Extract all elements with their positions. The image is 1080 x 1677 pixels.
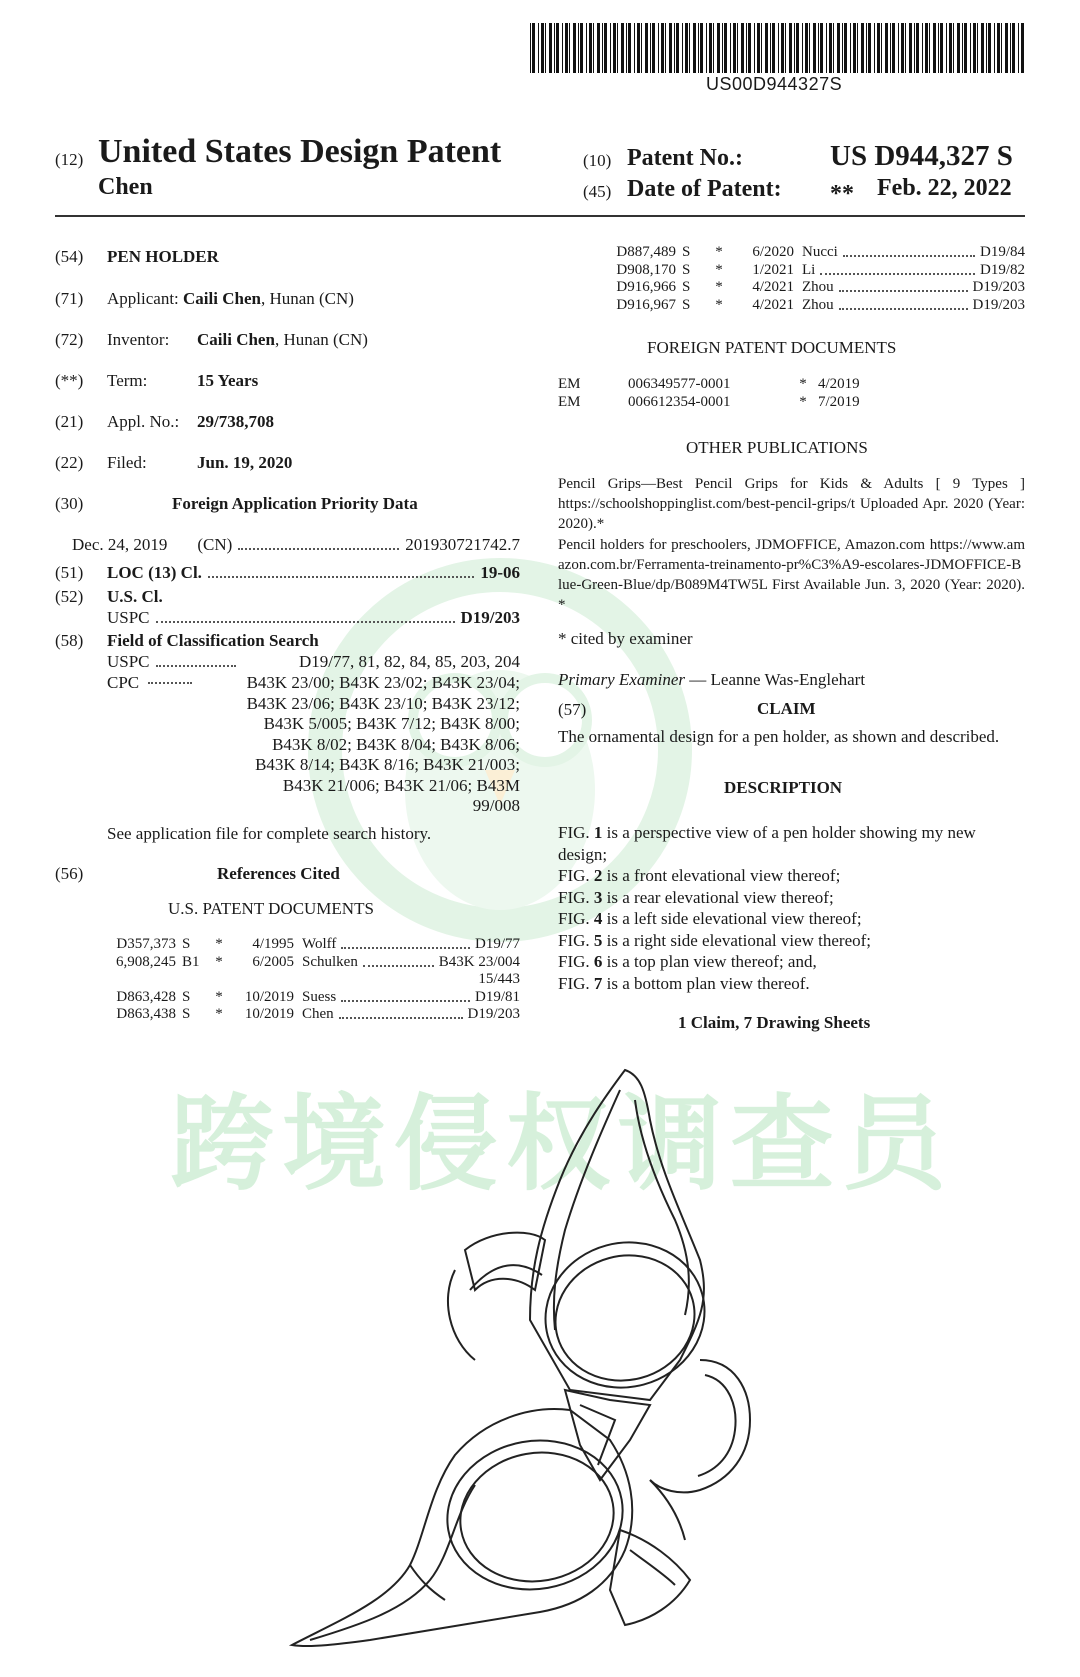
foreign-reference-star: *: [799, 393, 807, 410]
filed-label: Filed:: [107, 453, 147, 472]
other-publications-heading: OTHER PUBLICATIONS: [686, 438, 868, 457]
figure-description-pre: FIG.: [558, 973, 594, 993]
field-num-52: (52): [55, 587, 84, 606]
foreign-reference-no: 006612354-0001: [628, 393, 731, 410]
reference-date: 10/2019: [244, 1006, 294, 1022]
reference-cls: D19/203: [972, 279, 1025, 295]
reference-name: Wolff: [302, 936, 337, 952]
pen-holder-drawing: [280, 1060, 890, 1660]
foreign-reference-star: *: [799, 376, 807, 392]
figure-description-n: 6: [593, 952, 603, 971]
reference-kind: S: [182, 1006, 191, 1022]
figure-description-post: is a rear elevational view thereof;: [602, 887, 834, 907]
reference-date: 4/1995: [252, 936, 294, 952]
priority-heading: Foreign Application Priority Data: [172, 494, 418, 513]
cpc-line: B43K 8/14; B43K 8/16; B43K 21/003;: [255, 755, 520, 774]
reference-date: 4/2021: [752, 279, 794, 295]
foreign-reference-date: 7/2019: [818, 393, 860, 410]
inventor-field: [197, 330, 368, 350]
reference-star: *: [715, 296, 723, 313]
foreign-reference-date: 4/2019: [818, 376, 860, 392]
cpc-line: B43K 5/005; B43K 7/12; B43K 8/00;: [263, 714, 520, 733]
cited-by-examiner: * cited by examiner: [558, 629, 693, 648]
field-num-57: (57): [558, 700, 587, 719]
applicant-location: , Hunan (CN): [260, 289, 354, 308]
foreign-reference-cc: EM: [558, 393, 581, 410]
us-cl-uspc: USPC: [107, 608, 150, 627]
foreign-reference-no: 006349577-0001: [628, 376, 731, 392]
foreign-docs-heading: FOREIGN PATENT DOCUMENTS: [647, 338, 897, 357]
examiner-name: — Leanne Was-Englehart: [689, 670, 866, 689]
search-uspc-value: D19/77, 81, 82, 84, 85, 203, 204: [299, 652, 520, 671]
foreign-reference-cc: EM: [558, 376, 581, 392]
reference-cls: D19/82: [980, 261, 1025, 278]
filed-value: Jun. 19, 2020: [197, 453, 293, 472]
figure-description-n: 1: [593, 823, 603, 842]
search-uspc-row: [107, 652, 520, 672]
figure-description-n: 4: [593, 909, 603, 928]
reference-cls: D19/81: [475, 988, 520, 1005]
search-uspc-label: USPC: [107, 652, 150, 671]
term-label: Term:: [107, 371, 148, 390]
reference-row: [590, 262, 1025, 279]
header-rule: [55, 215, 1025, 217]
priority-date: Dec. 24, 2019: [72, 535, 168, 554]
field-num-72: (72): [55, 330, 84, 349]
field-num-54: (54): [55, 247, 84, 266]
cpc-classes: [190, 673, 520, 817]
figure-description-post: is a front elevational view thereof;: [602, 866, 841, 885]
appl-no-value: 29/738,708: [197, 412, 274, 431]
reference-cls: D19/77: [475, 936, 520, 952]
reference-date: 6/2005: [252, 953, 294, 970]
field-num-58: (58): [55, 631, 84, 650]
reference-name: Nucci: [802, 244, 838, 260]
reference-name: Suess: [302, 988, 337, 1005]
field-num-30: (30): [55, 494, 84, 513]
cpc-leader: [148, 682, 192, 684]
figure-description-pre: FIG.: [558, 909, 594, 928]
applicant-label: Applicant:: [107, 289, 179, 308]
examiner-line: [558, 670, 865, 690]
publication-2: Pencil holders for preschoolers, JDMOFFICE, Amazon.com https://www.amazon.com.br/Ferramenta-treinamento-pr%C3%A9-escolares-JDMOFFICE-Blue-Green-Blue/dp/B089M4TW5L First Available Jun. 3, 2020 (Year: 2020).*: [558, 537, 1025, 613]
figure-description-post: is a top plan view thereof; and,: [602, 952, 817, 971]
field-num-71: (71): [55, 289, 84, 308]
reference-star: *: [715, 279, 723, 295]
reference-star: *: [215, 953, 223, 970]
cpc-line: B43K 23/00; B43K 23/02; B43K 23/04;: [246, 673, 520, 692]
see-application-note: See application file for complete search history.: [107, 824, 432, 843]
examiner-label: Primary Examiner: [558, 670, 686, 689]
patent-no-label: Patent No.:: [627, 145, 743, 171]
publication-1: Pencil Grips—Best Pencil Grips for Kids & Adults [ 9 Types ] https://schoolshoppinglist.com/best-pencil-grips/t Uploaded Apr. 2020 (Year: 2020).*: [558, 476, 1025, 532]
reference-row: [90, 936, 520, 953]
figure-description-pre: FIG.: [558, 823, 594, 842]
us-cl-value: D19/203: [460, 608, 520, 627]
date-of-patent-label: Date of Patent:: [627, 176, 782, 202]
foreign-reference-row: [558, 394, 898, 411]
figure-description-post: is a right side elevational view thereof;: [602, 930, 872, 950]
inventor-label: Inventor:: [107, 330, 170, 349]
figure-descriptions: [558, 822, 1028, 994]
reference-cls: 15/443: [478, 971, 520, 987]
figure-description-pre: FIG.: [558, 887, 594, 907]
reference-no: D863,428: [116, 988, 176, 1005]
figure-description-n: 7: [593, 973, 603, 993]
reference-star: *: [715, 244, 723, 260]
figure-description: [558, 822, 1028, 865]
reference-star: *: [215, 1006, 223, 1022]
reference-cls: D19/84: [980, 244, 1025, 260]
claims-summary: 1 Claim, 7 Drawing Sheets: [678, 1013, 871, 1032]
figure-description: [558, 887, 1028, 909]
reference-row: [90, 989, 520, 1006]
reference-kind: S: [682, 244, 691, 260]
reference-row: [90, 954, 520, 971]
reference-row: [590, 297, 1025, 314]
field-num-22: (22): [55, 453, 84, 472]
reference-star: *: [215, 988, 223, 1005]
loc-label: LOC (13) Cl.: [107, 563, 202, 582]
figure-description-pre: FIG.: [558, 952, 594, 971]
reference-kind: S: [182, 936, 191, 952]
reference-no: D863,438: [116, 1006, 176, 1022]
reference-kind: S: [682, 296, 691, 313]
figure-description-n: 5: [593, 930, 603, 950]
loc-row: [107, 563, 520, 583]
reference-date: 4/2021: [752, 296, 794, 313]
priority-row: [72, 535, 520, 555]
reference-date: 10/2019: [244, 988, 294, 1005]
field-num-45: (45): [583, 182, 612, 201]
reference-row: [590, 279, 1025, 296]
figure-description: [558, 865, 1028, 887]
reference-cls: B43K 23/004: [438, 953, 520, 970]
reference-kind: S: [682, 261, 691, 278]
figure-description: [558, 930, 1028, 952]
applicant-name: Caili Chen: [183, 289, 261, 308]
reference-no: D887,489: [616, 244, 676, 260]
figure-description: [558, 908, 1028, 930]
reference-no: D916,967: [616, 296, 676, 313]
reference-cls: D19/203: [972, 296, 1025, 313]
watermark-text: 跨境侵权调查员: [170, 1083, 955, 1205]
reference-name: Schulken: [302, 953, 358, 970]
figure-description-n: 2: [593, 866, 603, 885]
us-patent-docs-heading: U.S. PATENT DOCUMENTS: [168, 899, 374, 918]
reference-kind: B1: [182, 953, 200, 970]
cpc-line: 99/008: [472, 796, 520, 815]
reference-name: Li: [802, 261, 816, 278]
reference-kind: S: [182, 988, 191, 1005]
us-cl-row: [107, 608, 520, 628]
field-num-56: (56): [55, 864, 84, 883]
foreign-reference-row: [558, 376, 898, 393]
cpc-label: CPC: [107, 673, 140, 692]
reference-name: Zhou: [802, 279, 834, 295]
reference-no: D916,966: [616, 279, 676, 295]
reference-star: *: [215, 936, 223, 952]
field-num-12: (12): [55, 150, 84, 169]
reference-name: Zhou: [802, 296, 834, 313]
description-heading: DESCRIPTION: [724, 778, 843, 797]
title: PEN HOLDER: [107, 247, 219, 266]
applicant-field: [107, 289, 354, 309]
figure-description-pre: FIG.: [558, 866, 594, 885]
reference-cls: D19/203: [467, 1006, 520, 1022]
loc-value: 19-06: [480, 563, 520, 582]
field-num-51: (51): [55, 563, 84, 582]
document-type: United States Design Patent: [98, 133, 502, 170]
barcode: [530, 23, 1026, 73]
reference-no: D357,373: [116, 936, 176, 952]
inventor-short-name: Chen: [98, 174, 153, 200]
inventor-name: Caili Chen: [197, 330, 275, 349]
reference-no: D908,170: [616, 261, 676, 278]
priority-country: (CN): [197, 535, 233, 554]
field-num-10: (10): [583, 151, 612, 170]
date-of-patent: Feb. 22, 2022: [877, 175, 1012, 201]
figure-description: [558, 951, 1028, 973]
reference-date: 6/2020: [752, 244, 794, 260]
field-num-21: (21): [55, 412, 84, 431]
patent-number: US D944,327 S: [830, 140, 1013, 172]
cpc-line: B43K 23/06; B43K 23/10; B43K 23/12;: [246, 693, 520, 713]
cpc-line: B43K 21/006; B43K 21/06; B43M: [282, 775, 520, 795]
figure-description-pre: FIG.: [558, 930, 594, 950]
barcode-number: US00D944327S: [706, 74, 843, 94]
reference-kind: S: [682, 279, 691, 295]
appl-no-label: Appl. No.:: [107, 412, 180, 431]
us-cl-label: U.S. Cl.: [107, 587, 163, 606]
reference-star: *: [715, 261, 723, 278]
inventor-location: , Hunan (CN): [274, 330, 368, 349]
priority-number: 201930721742.7: [405, 535, 520, 554]
reference-row: [590, 244, 1025, 261]
figure-description-post: is a bottom plan view thereof.: [602, 973, 810, 993]
field-num-term: (**): [55, 371, 84, 390]
term-value: 15 Years: [197, 371, 259, 390]
cpc-line: B43K 8/02; B43K 8/04; B43K 8/06;: [272, 734, 520, 754]
figure-description: [558, 973, 1028, 995]
reference-date: 1/2021: [752, 261, 794, 278]
reference-row: [90, 971, 520, 988]
figure-description-post: is a left side elevational view thereof;: [602, 909, 862, 928]
claim-text: The ornamental design for a pen holder, as shown and described.: [558, 727, 1000, 746]
date-stars: **: [830, 181, 854, 207]
figure-description-n: 3: [593, 887, 603, 907]
claim-heading: CLAIM: [757, 699, 816, 718]
references-heading: References Cited: [217, 864, 340, 883]
reference-name: Chen: [302, 1006, 334, 1022]
reference-no: 6,908,245: [116, 953, 176, 970]
search-heading: Field of Classification Search: [107, 631, 319, 650]
reference-row: [90, 1006, 520, 1023]
figure-description-post: is a perspective view of a pen holder showing my new design;: [558, 823, 976, 864]
